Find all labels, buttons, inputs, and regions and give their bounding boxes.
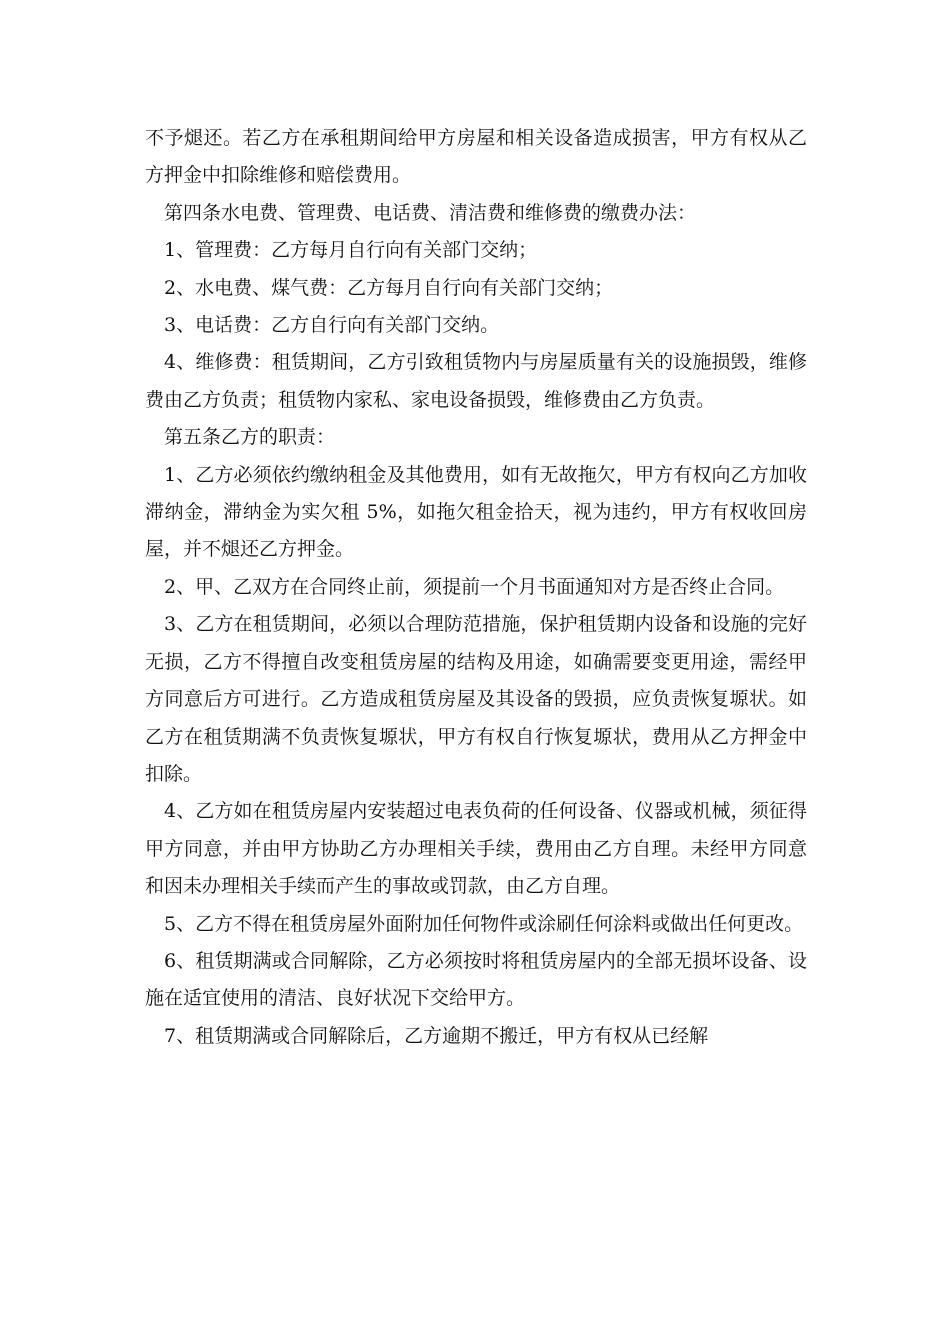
paragraph-duty-3-protection: 3、乙方在租赁期间，必须以合理防范措施，保护租赁期内设备和设施的完好无损，乙方不得擅自改变租赁房屋的结构及用途，如确需要变更用途，需经甲方同意后方可进行。乙方造成租赁房屋及其设备的毁损，应负责恢复塬状。如乙方在租赁期满不负责恢复塬状，甲方有权自行恢复塬状，费用从乙方押金中扣除。 <box>145 613 807 785</box>
paragraph-deposit-damage: 不予煺还。若乙方在承租期间给甲方房屋和相关设备造成损害，甲方有权从乙方押金中扣除维修和赔偿费用。 <box>145 127 807 187</box>
heading-article-4-fees: 第四条水电费、管理费、电话费、清洁费和维修费的缴费办法： <box>164 201 697 224</box>
paragraph-duty-1-rent-payment: 1、乙方必须依约缴纳租金及其他费用，如有无故拖欠，甲方有权向乙方加收滞纳金，滞纳金为实欠租 5%，如拖欠租金拾天，视为违约，甲方有权收回房屋，并不煺还乙方押金。 <box>145 463 807 561</box>
paragraph-duty-2-termination-notice: 2、甲、乙双方在合同终止前，须提前一个月书面通知对方是否终止合同。 <box>164 575 785 598</box>
paragraph-duty-6-handover: 6、租赁期满或合同解除，乙方必须按时将租赁房屋内的全部无损坏设备、设施在适宜使用的清洁、良好状况下交给甲方。 <box>145 949 807 1010</box>
paragraph-duty-7-overstay: 7、租赁期满或合同解除后，乙方逾期不搬迁，甲方有权从已经解 <box>164 1024 709 1047</box>
heading-article-5-duties: 第五条乙方的职责： <box>164 426 336 449</box>
paragraph-phone-fee: 3、电话费：乙方自行向有关部门交纳。 <box>164 314 500 337</box>
document-body <box>145 120 807 1055</box>
paragraph-duty-5-exterior: 5、乙方不得在租赁房屋外面附加任何物件或涂刷任何涂料或做出任何更改。 <box>164 912 804 935</box>
paragraph-utilities-fee: 2、水电费、煤气费：乙方每月自行向有关部门交纳； <box>164 276 614 299</box>
paragraph-management-fee: 1、管理费：乙方每月自行向有关部门交纳； <box>164 239 538 262</box>
paragraph-duty-4-equipment: 4、乙方如在租赁房屋内安装超过电表负荷的任何设备、仪器或机械，须征得甲方同意，并由甲方协助乙方办理相关手续，费用由乙方自理。未经甲方同意和因未办理相关手续而产生的事故或罚款，由乙方自理。 <box>145 800 807 898</box>
paragraph-repair-fee: 4、维修费：租赁期间，乙方引致租赁物内与房屋质量有关的设施损毁，维修费由乙方负责；租赁物内家私、家电设备损毁，维修费由乙方负责。 <box>145 351 807 411</box>
